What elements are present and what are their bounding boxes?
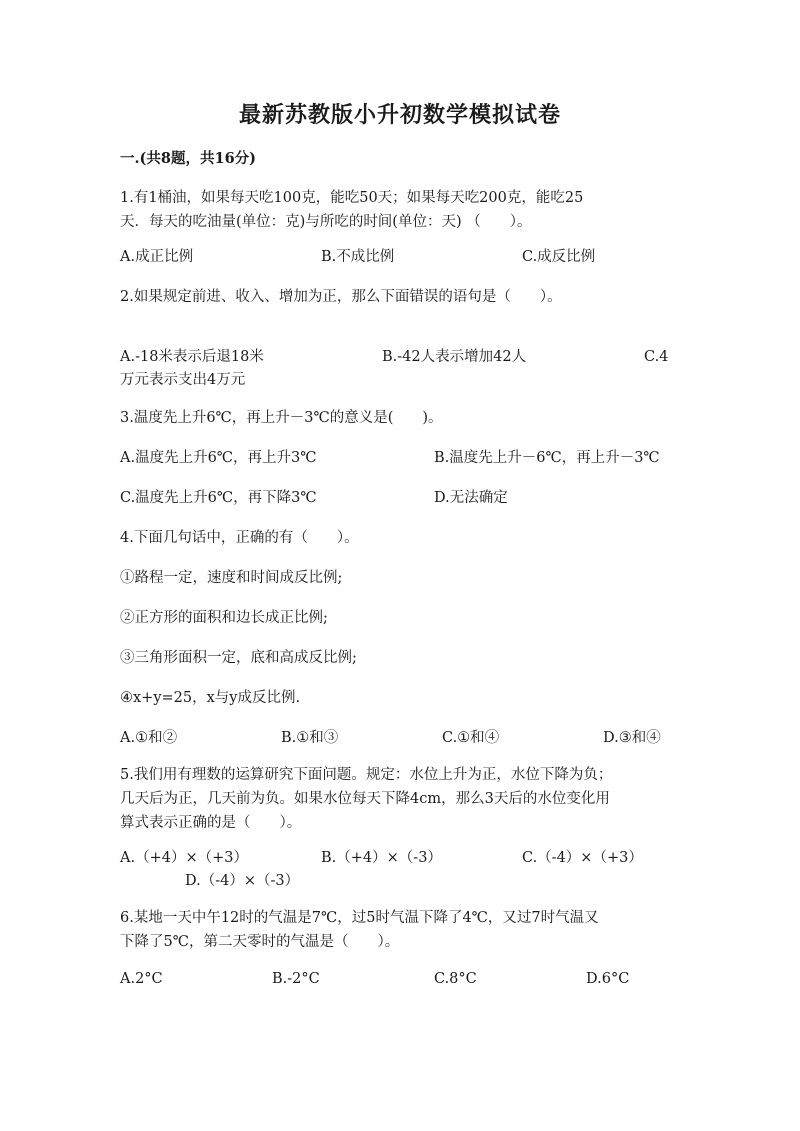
q3-stem: 3.温度先上升6℃，再上升－3℃的意义是( )。 bbox=[120, 410, 443, 426]
q4-stem: 4.下面几句话中，正确的有（ ）。 bbox=[120, 530, 359, 546]
q2-option-c: C.4 bbox=[644, 349, 669, 365]
q6-option-a: A.2°C bbox=[120, 971, 163, 987]
q6-stem-line-1: 6.某地一天中午12时的气温是7℃，过5时气温下降了4℃，又过7时气温又 bbox=[120, 910, 599, 926]
q4-statement-2: ②正方形的面积和边长成正比例; bbox=[120, 610, 328, 626]
q3-option-c: C.温度先上升6℃，再下降3℃ bbox=[120, 490, 317, 506]
q5-option-a: A.（+4）×（+3） bbox=[120, 850, 248, 866]
q5-stem-line-3: 算式表示正确的是（ ）。 bbox=[120, 815, 302, 831]
q5-option-b: B.（+4）×（-3） bbox=[321, 850, 442, 866]
q6-option-b: B.-2°C bbox=[272, 971, 320, 987]
exam-title: 最新苏教版小升初数学模拟试卷 bbox=[238, 102, 561, 128]
q4-option-b: B.①和③ bbox=[281, 730, 339, 746]
q1-option-c: C.成反比例 bbox=[522, 249, 596, 265]
q1-stem-line-2: 天．每天的吃油量(单位：克)与所吃的时间(单位：天) （ ）。 bbox=[120, 214, 532, 230]
q4-option-d: D.③和④ bbox=[603, 730, 661, 746]
q5-stem-line-2: 几天后为正，几天前为负。如果水位每天下降4cm，那么3天后的水位变化用 bbox=[120, 791, 610, 807]
q5-option-d: D.（-4）×（-3） bbox=[185, 873, 300, 889]
q5-stem-line-1: 5.我们用有理数的运算研究下面问题。规定：水位上升为正，水位下降为负； bbox=[120, 767, 613, 783]
q1-option-a: A.成正比例 bbox=[120, 249, 194, 265]
q6-option-c: C.8°C bbox=[434, 971, 477, 987]
q4-statement-1: ①路程一定，速度和时间成反比例; bbox=[120, 570, 343, 586]
q2-option-b: B.-42人表示增加42人 bbox=[382, 349, 527, 365]
q1-stem-line-1: 1.有1桶油，如果每天吃100克，能吃50天；如果每天吃200克，能吃25 bbox=[120, 190, 584, 206]
q4-statement-3: ③三角形面积一定，底和高成反比例; bbox=[120, 650, 357, 666]
q4-option-a: A.①和② bbox=[120, 730, 178, 746]
q5-option-c: C.（-4）×（+3） bbox=[522, 850, 643, 866]
section-heading: 一.(共8题，共16分) bbox=[120, 150, 257, 167]
q2-option-a: A.-18米表示后退18米 bbox=[120, 349, 264, 365]
q4-statement-4: ④x+y=25，x与y成反比例. bbox=[120, 690, 301, 706]
q6-stem-line-2: 下降了5℃，第二天零时的气温是（ ）。 bbox=[120, 934, 400, 950]
q3-option-a: A.温度先上升6℃，再上升3℃ bbox=[120, 450, 317, 466]
q3-option-d: D.无法确定 bbox=[434, 490, 508, 506]
q2-option-c-continued: 万元表示支出4万元 bbox=[120, 372, 246, 388]
q4-option-c: C.①和④ bbox=[442, 730, 500, 746]
q2-stem: 2.如果规定前进、收入、增加为正，那么下面错误的语句是（ ）。 bbox=[120, 289, 562, 305]
q3-option-b: B.温度先上升－6℃，再上升－3℃ bbox=[434, 450, 660, 466]
q6-option-d: D.6°C bbox=[586, 971, 630, 987]
q1-option-b: B.不成比例 bbox=[321, 249, 395, 265]
